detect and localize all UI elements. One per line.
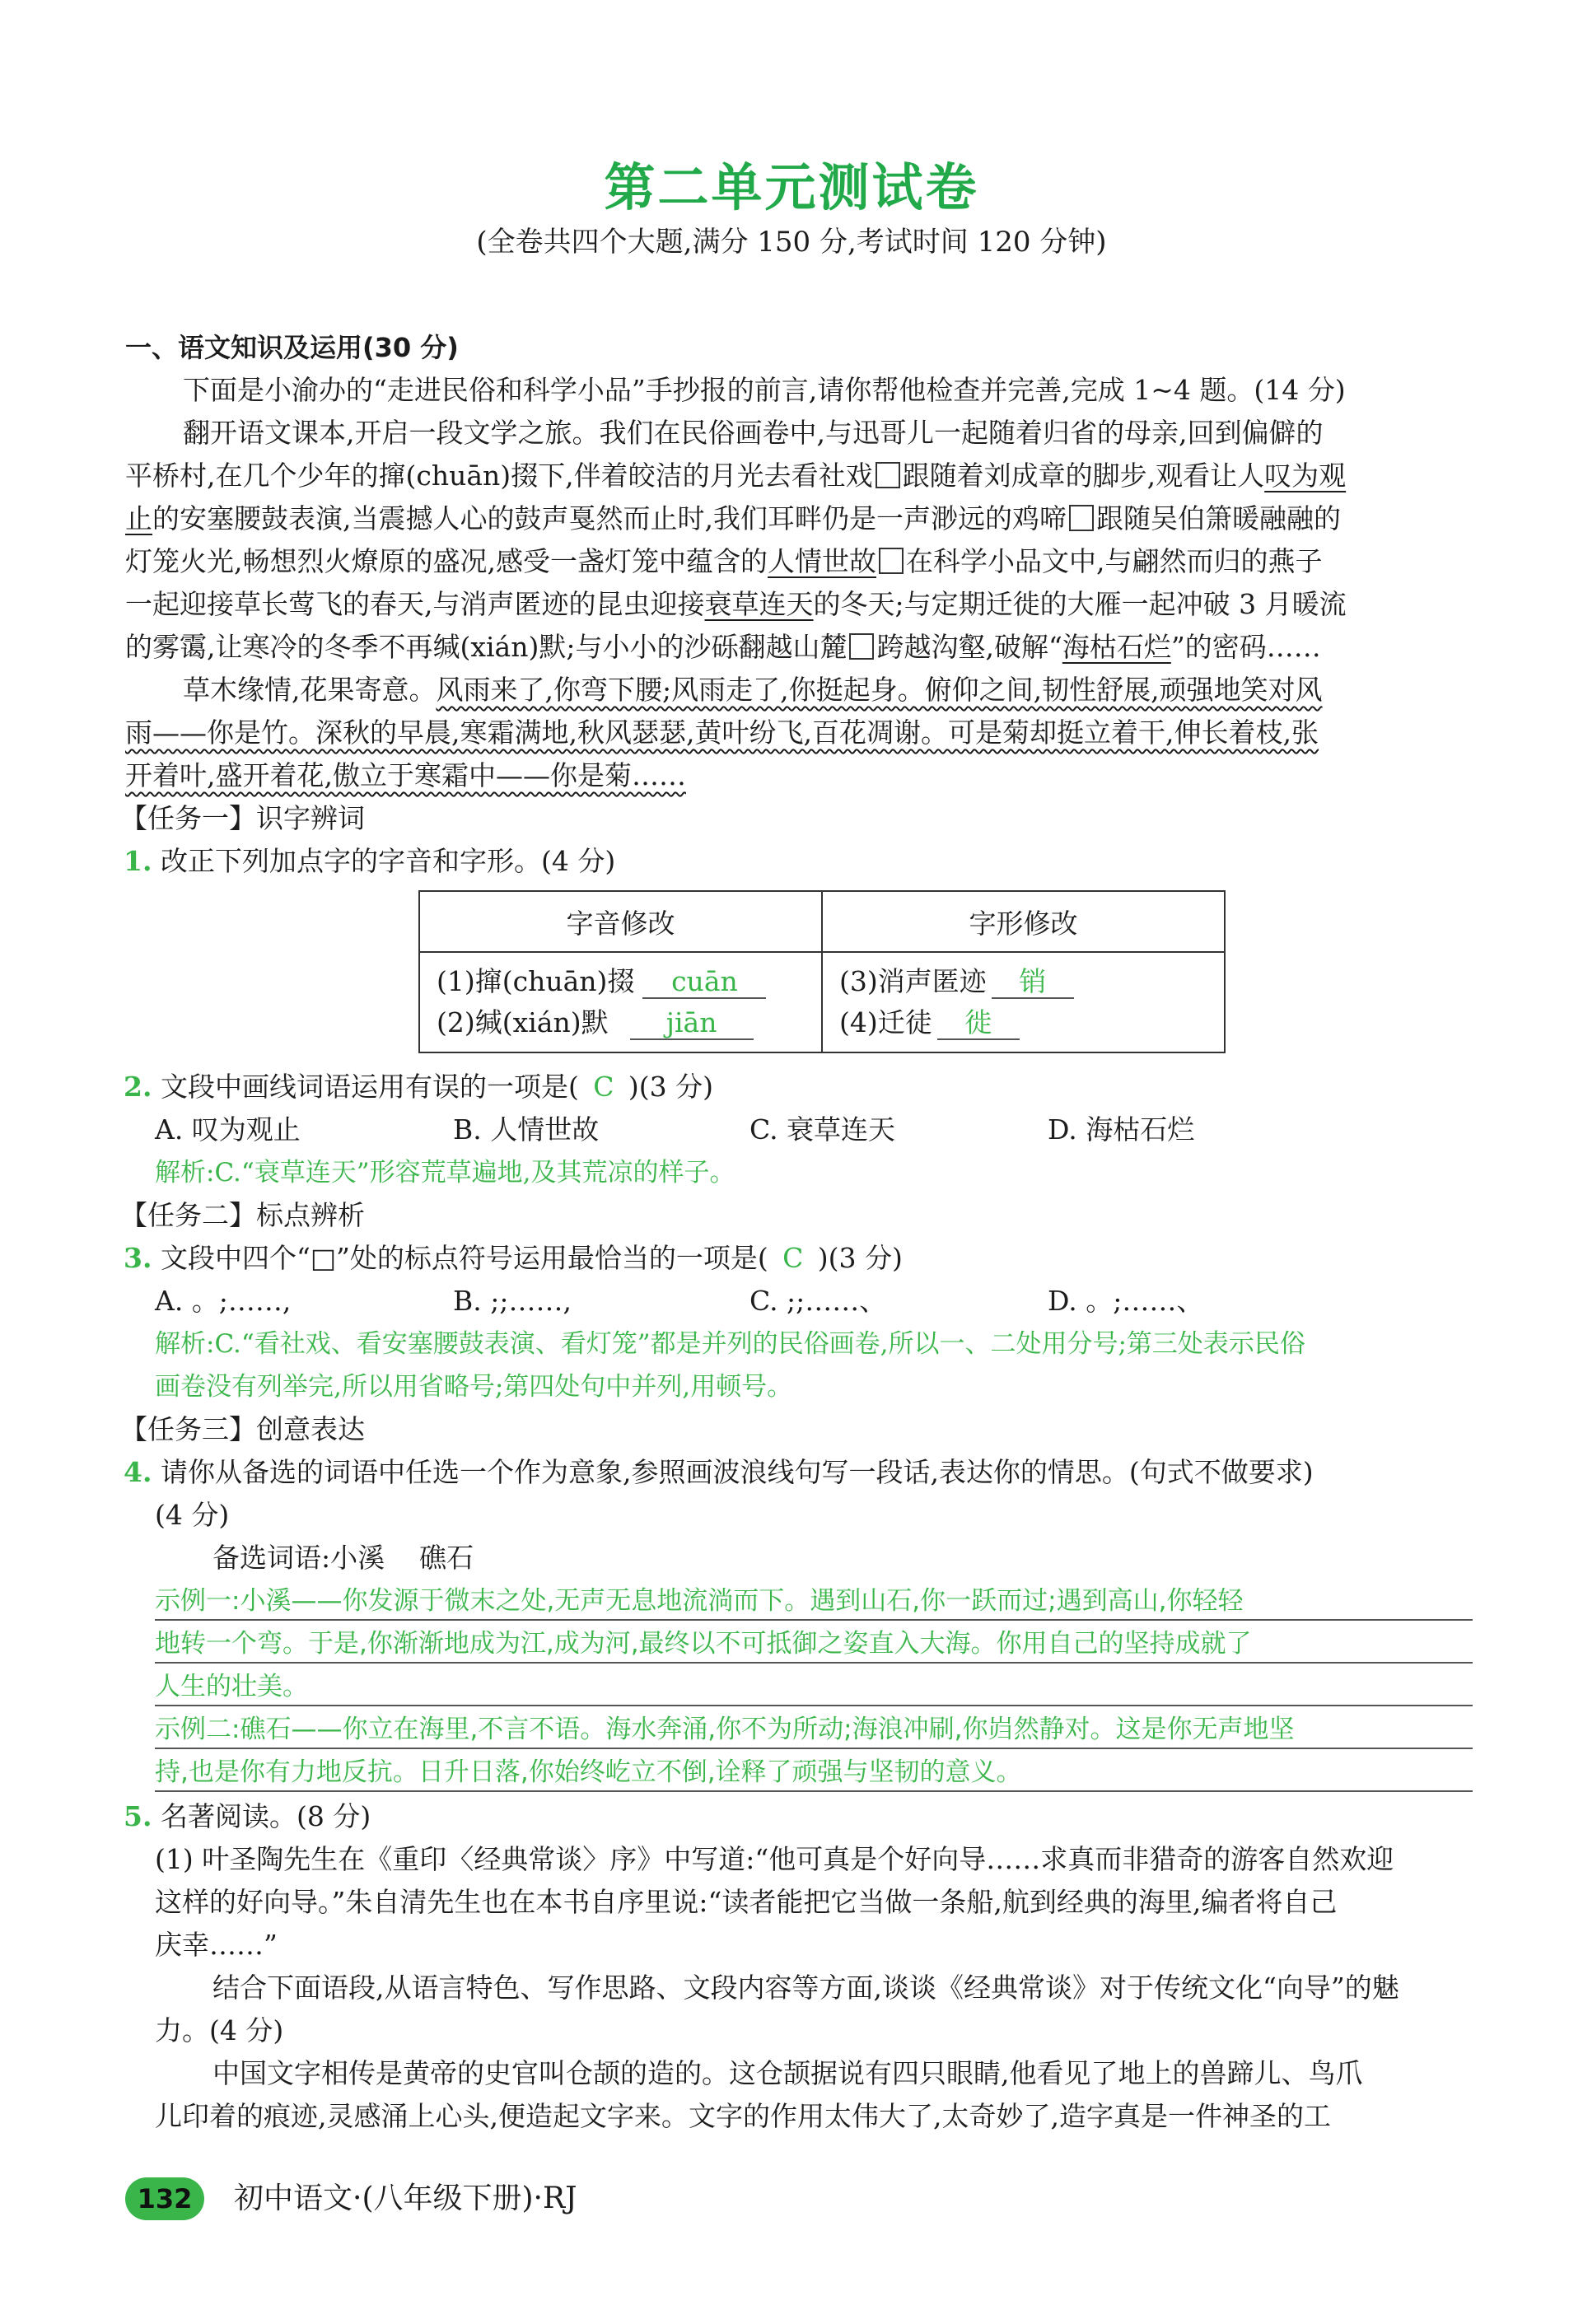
sample-answer-2-line-2: 持,也是你有力地反抗。日升日落,你始终屹立不倒,诠释了顽强与坚韧的意义。: [155, 1757, 1022, 1787]
option-a: A. 叹为观止: [155, 1113, 301, 1146]
table-header-right: 字形修改: [822, 891, 1225, 952]
passage-line-5: 一起迎接草长莺飞的春天,与消声匿迹的昆虫迎接衰草连天的冬天;与定期迁徙的大雁一起冲破 3 月暖流: [125, 588, 1347, 620]
underlined-term-4: 海枯石烂: [1062, 631, 1171, 663]
option-b: B. 人情世故: [453, 1113, 600, 1146]
answer-underline: [155, 1662, 1473, 1664]
question-3: 3. 文段中四个“□”处的标点符号运用最恰当的一项是( C )(3 分): [124, 1237, 903, 1280]
answer-field: 销: [992, 966, 1074, 999]
option-d: D. 。;……、: [1048, 1285, 1204, 1317]
q5-p3-line-1: 中国文字相传是黄帝的史官叫仓颉的造的。这仓颉据说有四只眼睛,他看见了地上的兽蹄儿、鸟爪: [212, 2057, 1363, 2089]
passage-line-9: 开着叶,盛开着花,傲立于寒霜中——你是菊……: [125, 759, 686, 791]
blank-box-3: [879, 548, 904, 574]
answer-field: 徙: [937, 1007, 1020, 1040]
page-number: 132: [125, 2177, 204, 2220]
page-subtitle: (全卷共四个大题,满分 150 分,考试时间 120 分钟): [476, 226, 1107, 259]
correction-table: [418, 890, 1226, 1053]
option-c: C. ;;……、: [749, 1285, 887, 1317]
passage-line-7: 草木缘情,花果寄意。风雨来了,你弯下腰;风雨走了,你挺起身。俯仰之间,韧性舒展,顽强地笑对风: [183, 674, 1323, 706]
page-title: 第二单元测试卷: [604, 157, 979, 217]
passage-line-1: 翻开语文课本,开启一段文学之旅。我们在民俗画卷中,与迅哥儿一起随着归省的母亲,回到偏僻的: [183, 417, 1324, 449]
blank-box-2: [1069, 505, 1094, 531]
answer-field: cuān: [642, 966, 766, 999]
passage-line-8: 雨——你是竹。深秋的早晨,寒霜满地,秋风瑟瑟,黄叶纷飞,百花凋谢。可是菊却挺立着干,伸长着枝,张: [125, 716, 1319, 749]
task2-heading: 【任务二】标点辨析: [120, 1199, 365, 1231]
blank-box-4: [849, 633, 874, 660]
q5-p2-line-2: 力。(4 分): [155, 2014, 284, 2046]
answer-choice: C: [782, 1242, 804, 1274]
passage-line-3: 止的安塞腰鼓表演,当震撼人心的鼓声戛然而止时,我们耳畔仍是一声渺远的鸡啼 跟随吴伯箫暖融融的: [125, 502, 1341, 534]
option-c: C. 衰草连天: [749, 1113, 896, 1146]
q5-p1-line-3: 庆幸……”: [155, 1929, 278, 1961]
explanation-3-line-1: 解析:C.“看社戏、看安塞腰鼓表演、看灯笼”都是并列的民俗画卷,所以一、二处用分号;第三处表示民俗: [155, 1329, 1305, 1359]
word-options: 备选词语:小溪 礁石: [212, 1542, 474, 1574]
answer-underline: [155, 1619, 1473, 1621]
underlined-term-2: 人情世故: [767, 545, 876, 577]
task1-heading: 【任务一】识字辨词: [120, 802, 365, 834]
underlined-term-1: 叹为观: [1264, 460, 1347, 492]
question-2: 2. 文段中画线词语运用有误的一项是( C )(3 分): [124, 1066, 713, 1108]
section-intro: 下面是小渝办的“走进民俗和科学小品”手抄报的前言,请你帮他检查并完善,完成 1~4 题。(14 分): [183, 374, 1346, 406]
sample-answer-2-line-1: 示例二:礁石——你立在海里,不言不语。海水奔涌,你不为所动;海浪冲刷,你岿然静对。这是你无声地坚: [155, 1715, 1295, 1744]
table-header-left: 字音修改: [419, 891, 822, 952]
answer-underline: [155, 1748, 1473, 1749]
sample-answer-1-line-1: 示例一:小溪——你发源于微末之处,无声无息地流淌而下。遇到山石,你一跃而过;遇到高山,你轻轻: [155, 1586, 1244, 1616]
option-a: A. 。;……,: [155, 1285, 292, 1317]
blank-box-1: [876, 462, 900, 488]
explanation-3-line-2: 画卷没有列举完,所以用省略号;第四处句中并列,用顿号。: [155, 1372, 793, 1402]
q5-p3-line-2: 儿印着的痕迹,灵感涌上心头,便造起文字来。文字的作用太伟大了,太奇妙了,造字真是一件神圣的工: [155, 2100, 1331, 2132]
passage-line-4: 灯笼火光,畅想烈火燎原的盛况,感受一盏灯笼中蕴含的人情世故 在科学小品文中,与翩然而归的燕子: [125, 545, 1323, 577]
sample-answer-1-line-3: 人生的壮美。: [155, 1672, 308, 1701]
answer-underline: [155, 1705, 1473, 1706]
question-5: 5. 名著阅读。(8 分): [124, 1800, 371, 1832]
table-cell-right: (3)消声匿迹 销 (4)迁徒 徙: [822, 952, 1225, 1052]
wavy-sentence: 风雨来了,你弯下腰;风雨走了,你挺起身。俯仰之间,韧性舒展,顽强地笑对风: [436, 674, 1323, 706]
q5-p1-line-2: 这样的好向导。”朱自清先生也在本书自序里说:“读者能把它当做一条船,航到经典的海里,编者将自己: [155, 1886, 1338, 1918]
answer-choice: C: [593, 1071, 614, 1103]
q5-p2-line-1: 结合下面语段,从语言特色、写作思路、文段内容等方面,谈谈《经典常谈》对于传统文化“向导”的魅: [212, 1972, 1399, 2004]
task3-heading: 【任务三】创意表达: [120, 1413, 365, 1445]
answer-underline: [155, 1790, 1473, 1792]
passage-line-6: 的雾霭,让寒冷的冬季不再缄(xián)默;与小小的沙砾翻越山麓 跨越沟壑,破解“海枯石烂”的密码……: [125, 631, 1321, 663]
footer-title: 初中语文·(八年级下册)·RJ: [234, 2182, 577, 2215]
underlined-term-3: 衰草连天: [704, 588, 814, 620]
answer-field: jiān: [630, 1007, 754, 1040]
sample-answer-1-line-2: 地转一个弯。于是,你渐渐地成为江,成为河,最终以不可抵御之姿直入大海。你用自己的坚持成就了: [155, 1629, 1252, 1659]
section-heading: 一、语文知识及运用(30 分): [125, 332, 459, 363]
option-d: D. 海枯石烂: [1048, 1113, 1195, 1146]
table-cell-left: (1)撺(chuān)掇 cuān (2)缄(xián)默 jiān: [419, 952, 822, 1052]
q5-p1-line-1: (1) 叶圣陶先生在《重印〈经典常谈〉序》中写道:“他可真是个好向导……求真而非猎奇的游客自然欢迎: [155, 1843, 1394, 1875]
passage-line-2: 平桥村,在几个少年的撺(chuān)掇下,伴着皎洁的月光去看社戏 跟随着刘成章的脚步,观看让人叹为观: [125, 460, 1347, 492]
question-4: 4. 请你从备选的词语中任选一个作为意象,参照画波浪线句写一段话,表达你的情思。(句式不做要求): [124, 1456, 1314, 1488]
question-4-score: (4 分): [155, 1499, 230, 1531]
option-b: B. ;;……,: [453, 1285, 572, 1317]
explanation-2: 解析:C.“衰草连天”形容荒草遍地,及其荒凉的样子。: [155, 1158, 735, 1188]
question-1: 1. 改正下列加点字的字音和字形。(4 分): [124, 845, 616, 877]
